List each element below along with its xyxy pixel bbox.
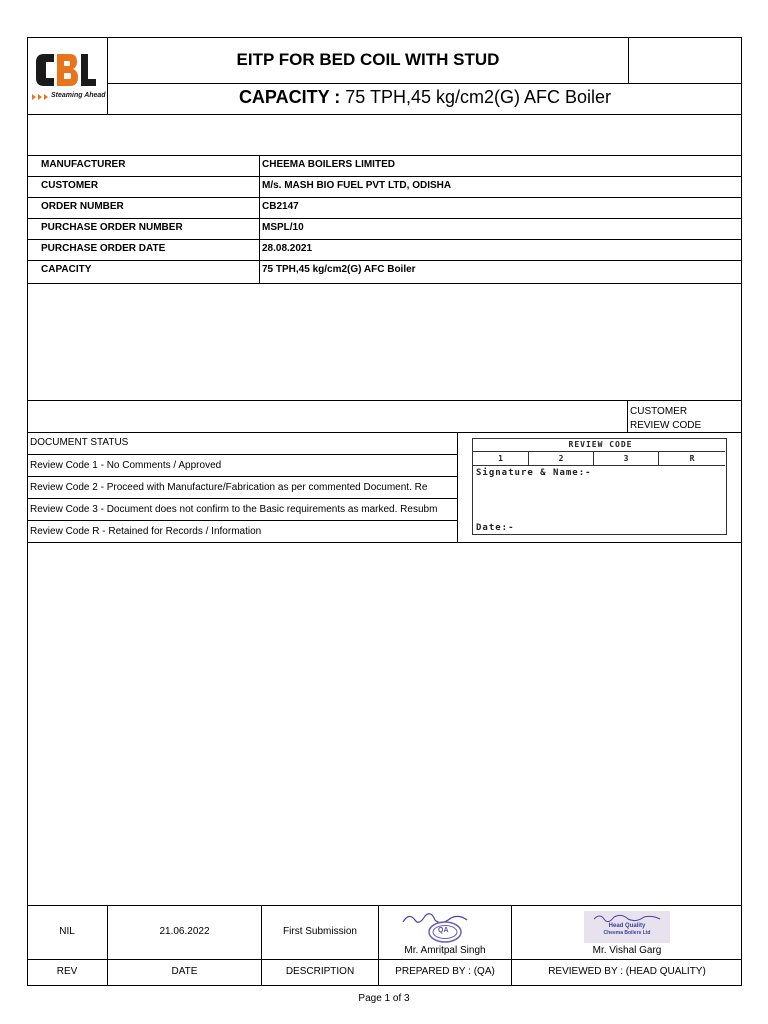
revision-date-value: 21.06.2022 xyxy=(159,926,210,937)
customer-review-label xyxy=(630,405,701,433)
head-quality-seal-line2: Cheema Boilers Ltd xyxy=(603,930,651,936)
head-quality-seal-line1: Head Quality xyxy=(608,923,646,929)
header-mid-line xyxy=(107,83,742,84)
stamp-signature: Signature & Name:- xyxy=(476,468,592,478)
document-title: EITP FOR BED COIL WITH STUD xyxy=(236,50,500,69)
info-row-po-number xyxy=(27,218,741,239)
review-code-2-line: Review Code 2 - Proceed with Manufacture/Fabrication as per commented Document. Re xyxy=(27,476,457,498)
review-code-1-line: Review Code 1 - No Comments / Approved xyxy=(27,454,457,476)
info-value: CHEEMA BOILERS LIMITED xyxy=(262,159,395,170)
review-code-r-line: Review Code R - Retained for Records / Information xyxy=(27,520,457,542)
page-number: Page 1 of 3 xyxy=(358,993,410,1004)
info-label: CUSTOMER xyxy=(41,180,99,191)
info-value: MSPL/10 xyxy=(262,222,304,233)
status-section-top xyxy=(27,432,742,433)
info-row-po-date xyxy=(27,239,741,260)
logo-tagline: Steaming Ahead xyxy=(51,92,106,99)
qa-seal-text: QA xyxy=(438,927,449,934)
capacity-heading-label: CAPACITY : xyxy=(238,87,341,107)
prepared-by-signature xyxy=(395,908,495,944)
revision-table-top xyxy=(27,905,742,906)
stamp-codes-line xyxy=(473,465,725,466)
info-label: ORDER NUMBER xyxy=(41,201,124,212)
reviewed-by-name: Mr. Vishal Garg xyxy=(592,945,662,956)
revision-header-prepared: PREPARED BY : (QA) xyxy=(395,966,495,977)
info-row-manufacturer xyxy=(27,155,741,176)
revision-header-date: DATE xyxy=(171,966,198,977)
review-code-divider xyxy=(627,400,628,432)
header-bottom-line xyxy=(27,114,742,115)
info-value: 75 TPH,45 kg/cm2(G) AFC Boiler xyxy=(262,264,416,275)
capacity-heading xyxy=(108,87,742,108)
customer-review-label-line1: CUSTOMER xyxy=(630,406,688,417)
document-status-heading: DOCUMENT STATUS xyxy=(30,437,129,448)
stamp-code-3: 3 xyxy=(623,454,629,463)
header-divider-right xyxy=(628,37,629,83)
info-value: 28.08.2021 xyxy=(262,243,313,254)
qa-seal-graphic xyxy=(395,908,495,944)
cbl-logo-mark xyxy=(30,48,104,108)
info-label: CAPACITY xyxy=(41,264,92,275)
info-label: PURCHASE ORDER DATE xyxy=(41,243,166,254)
review-code-3-line: Review Code 3 - Document does not confirm to the Basic requirements as marked. Resubm xyxy=(27,498,457,520)
customer-review-label-line2: REVIEW CODE xyxy=(630,420,702,431)
stamp-code-2: 2 xyxy=(558,454,564,463)
prepared-by-name: Mr. Amritpal Singh xyxy=(404,945,486,956)
review-section-top xyxy=(27,400,742,401)
revision-header-rev: REV xyxy=(56,966,78,977)
revision-header-description: DESCRIPTION xyxy=(285,966,355,977)
stamp-code-1: 1 xyxy=(498,454,503,463)
info-row-capacity xyxy=(27,260,741,281)
revision-header-reviewed: REVIEWED BY : (HEAD QUALITY) xyxy=(548,966,706,977)
revision-rev-value: NIL xyxy=(59,926,75,937)
info-label: PURCHASE ORDER NUMBER xyxy=(41,222,183,233)
stamp-code-r: R xyxy=(689,454,695,463)
info-row-order-number xyxy=(27,197,741,218)
stamp-title: REVIEW CODE xyxy=(568,440,633,449)
capacity-heading-value: 75 TPH,45 kg/cm2(G) AFC Boiler xyxy=(345,87,612,107)
info-value: M/s. MASH BIO FUEL PVT LTD, ODISHA xyxy=(262,180,452,191)
review-code-stamp xyxy=(472,438,727,535)
stamp-date: Date:- xyxy=(476,523,515,533)
info-table-bottom xyxy=(27,283,742,284)
info-row-customer xyxy=(27,176,741,197)
revision-table-mid xyxy=(27,959,742,960)
info-label: MANUFACTURER xyxy=(41,159,126,170)
status-section-bottom xyxy=(27,542,742,543)
status-divider xyxy=(457,432,458,542)
info-value: CB2147 xyxy=(262,201,299,212)
reviewed-by-signature xyxy=(584,911,670,943)
stamp-title-line xyxy=(473,451,725,452)
company-logo xyxy=(30,48,104,108)
revision-description-value: First Submission xyxy=(283,926,357,937)
